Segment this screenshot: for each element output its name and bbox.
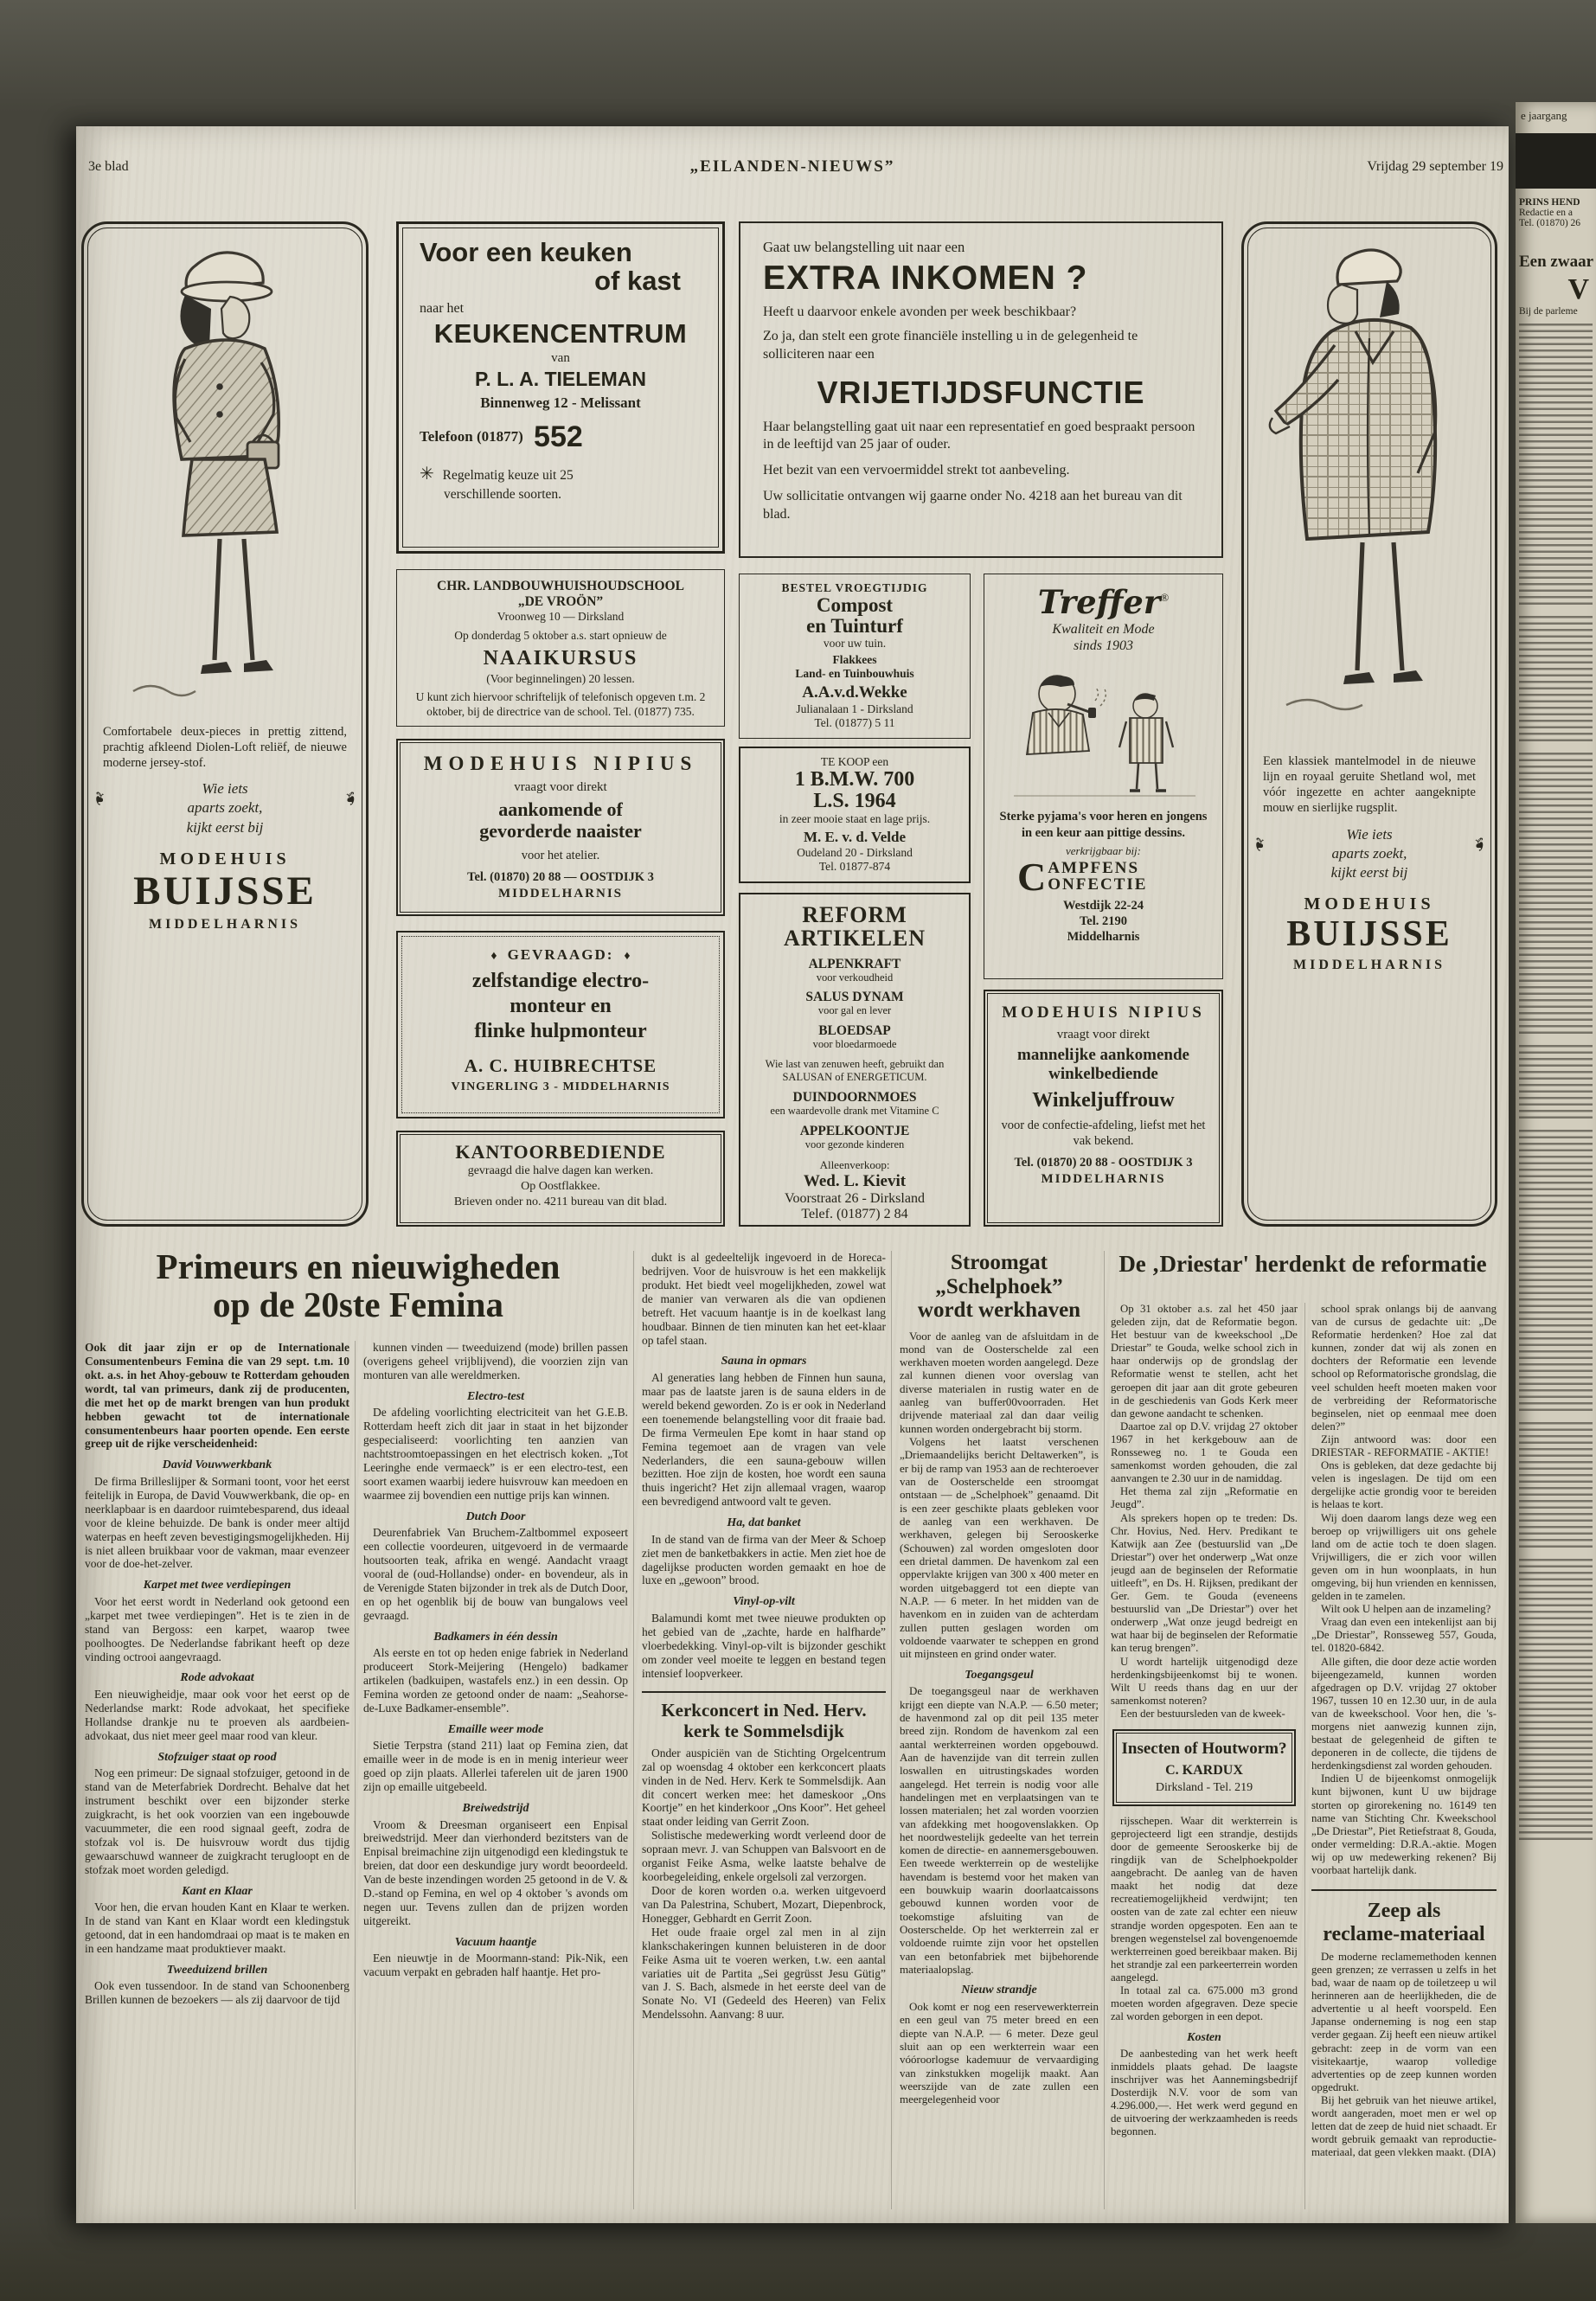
article-block: Onder auspiciën van de Stichting Orgelcentrum zal op woensdag 4 oktober een kerkconcert plaats vinden in de Ned. Herv. Kerk te Sommelsdijk. Aan dit concert werken mee: het dameskoor „Ons Koortje” en het kinderkoor „Ons Koor”. Het geheel staat onder leiding van Gerrit Zoon. [642, 1746, 886, 1829]
article-block: Zijn antwoord was: door een DRIESTAR - REFORMATIE - AKTIE! [1311, 1433, 1497, 1459]
driestar-headline: De ‚Driestar' herdenkt de reformatie [1118, 1251, 1487, 1277]
ornament-icon: ❧ [339, 789, 362, 805]
ad-text: Heeft u daarvoor enkele avonden per week beschikbaar? [763, 304, 1077, 319]
unreadable-text-lines [1519, 1045, 1593, 1123]
ad-headline: Insecten of Houtworm? [1121, 1740, 1287, 1758]
femina-column-2 [363, 1341, 628, 2211]
phone-number: 552 [534, 420, 583, 453]
edge-fragment: Redactie en a [1519, 208, 1573, 218]
address: Westdijk 22-24 [1062, 898, 1144, 913]
zeep-body [1311, 1951, 1497, 2160]
ad-text: voor het atelier. [521, 848, 600, 862]
ad-text: Gaat uw belangstelling uit naar een [763, 239, 965, 255]
product-item: een waardevolle drank met Vitamine C [770, 1104, 939, 1117]
ad-headline: EXTRA INKOMEN ? [763, 260, 1088, 297]
brand-name: BUIJSSE [133, 868, 317, 913]
headline-line: Stroomgat [950, 1251, 1048, 1274]
product-item: APPELKOONTJE [799, 1123, 910, 1138]
brand-prefix: MODEHUIS [1304, 894, 1435, 913]
ad-headline: Voor een keuken [420, 237, 632, 267]
article-block: David Vouwwerkbank [162, 1458, 272, 1472]
article-block: Daartoe zal op D.V. vrijdag 27 oktober 1967 in het kerkgebouw aan de Ronsseweg no. 1 te Gouda een samenkomst worden gehouden, die zal aanvangen te 2.30 uur in de namiddag. [1111, 1420, 1298, 1485]
column-rule [1304, 1303, 1305, 2209]
vacancy [410, 798, 711, 843]
article-block: Alle giften, die door deze actie worden bijeengezameld, kunnen worden afgedragen op D.V. vrijdag 27 oktober 1967, tussen 10 en 12.30 uur, in de aula van de kweekschool. Voor hen, die 's-morgens niet aanwezig kunnen zijn, bestaat de gelegenheid de giften te deponeren in de collecte, die tijdens de herdenkingsdienst zal worden gehouden. [1311, 1655, 1497, 1772]
retailer-name [995, 854, 1212, 899]
ad-nipius-naaister [396, 739, 725, 916]
gevraagd-row [412, 946, 709, 964]
headline-line: kerk te Sommelsdijk [683, 1720, 844, 1741]
product-item: voor verkoudheid [816, 971, 894, 984]
ad-modehuis-buijsse-left [81, 221, 369, 1227]
business-line: Flakkees [832, 653, 877, 667]
phone: Tel. (01870) 20 88 - OOSTDIJK 3 [1014, 1155, 1193, 1170]
fashion-illustration-deux-pieces [95, 238, 355, 719]
article-block: Voor hen, die ervan houden Kant en Klaar te werken. In de stand van Kant en Klaar wordt een kledingstuk getoond, dat in een handomdraai op maat is te maken en in een handzame maat produktiever maakt. [85, 1900, 349, 1955]
slogan-line: Wie iets [202, 780, 248, 798]
ad-bmw-700 [739, 747, 971, 883]
vacancy [412, 969, 709, 1043]
brand-city: MIDDELHARNIS [148, 916, 301, 932]
unreadable-text-lines [1519, 324, 1593, 609]
product: Compost [816, 594, 894, 616]
article-block: De afdeling voorlichting electriciteit van het G.E.B. Rotterdam heeft zich dit jaar in staat in het bijzonder gespecialiseerd: voorlichting ten aanzien van nachtstroomtoepassingen en het electrisch koken. „Tot Leeringhe ende vermaeck” is er een electro-test, een soort examen waarbij iedere huisvrouw kan meedoen en waarmee zij bovendien een nuttige prijs kan winnen. [363, 1406, 628, 1502]
phone: Tel. (01870) 20 88 — OOSTDIJK 3 [467, 869, 654, 884]
vacancy-line: flinke hulpmonteur [474, 1019, 647, 1042]
ad-text: (Voor beginnelingen) 20 lessen. [486, 671, 635, 685]
article-block: In totaal zal ca. 675.000 m3 grond moeten worden afgegraven. Deze specie zal worden geborgen in een depot. [1111, 1984, 1298, 2023]
edge-headline-fragment: Een zwaar [1519, 253, 1594, 271]
address: Vroonweg 10 — Dirksland [497, 610, 625, 623]
product-item: Wie last van zenuwen heeft, gebruikt dan SALUSAN of ENERGETICUM. [765, 1057, 945, 1083]
article-block: Tweeduizend brillen [166, 1963, 268, 1977]
article-block: Op 31 oktober a.s. zal het 450 jaar geleden zijn, dat de Reformatie begon. Het bestuur van de kweekschool „De Driestar” te Gouda, welke school zich in haar onderwijs op de grondslag der Reformatie wenst te stellen, acht het geroepen dit jaar aan dit grote gebeuren in de geschiedenis van Gods Kerk meer dan gewone aandacht te schenken. [1111, 1303, 1298, 1420]
business-name: A. C. HUIBRECHTSE [464, 1055, 657, 1077]
ornament-icon: ❧ [1468, 834, 1490, 851]
article-block: Indien U de bijeenkomst onmogelijk kunt bijwonen, kunt U uw bijdrage storten op girorekening no. 16149 ten name van Stichting Chr. Kweekschool „De Driestar”, Piet Retiefstraat 8, Gouda, onder vermelding: D.R.A.-aktie. Mogen wij op uw medewerking rekenen? Bij voorbaat hartelijk dank. [1311, 1772, 1497, 1877]
ad-text: gevraagd die halve dagen kan werken. [467, 1164, 654, 1177]
phone-label: Telefoon (01877) [420, 427, 523, 445]
ad-caption: Een klassiek mantelmodel in de nieuwe lijn en royaal geruite Shetland wol, met vóór ingezette en achter aangeknipte mouw en sierlijke rugsplit. [1263, 754, 1476, 816]
ornament-icon: ❧ [88, 789, 111, 805]
article-block: rijsschepen. Waar dit werkterrein is geprojecteerd ligt een strandje, destijds door de gemeente Serooskerke bij de ringdijk van de Schelphoekpolder aangebracht. De aanleg van de haven maakt het nodig dat deze recreatiemogelijkheid verdwijnt; ten oosten van de zate zal echter een nieuw strandje worden opgespoten. Een aan te brengen wegenstelsel zal bovengenoemde werkterreinen goed bereikbaar maken. Bij het strandje zal een parkeerterrein worden aangelegd. [1111, 1814, 1298, 1984]
page-number: 3e blad [88, 159, 129, 174]
article-block: Wij doen daarom langs deze weg een beroep op vrijwilligers uit ons gehele land om de actie toch te doen slagen. Vrijwilligers, die er zich voor willen geven om in hun woonplaats, in hun omgeving, bij hun vrienden en kennissen, gelden in te zamelen. [1311, 1511, 1497, 1603]
headline-line: Kerkconcert in Ned. Herv. [661, 1699, 867, 1721]
column-rule [633, 1251, 634, 2209]
business-name: MODEHUIS NIPIUS [423, 753, 698, 774]
phone: Tel. (01877) 5 11 [814, 716, 895, 730]
unreadable-text-lines [1519, 616, 1593, 746]
ad-label: TE KOOP een [820, 755, 889, 768]
ad-houtworm [1112, 1729, 1296, 1806]
article-block: kunnen vinden — tweeduizend (mode) brillen passen (overigens geheel vrijblijvend), die voorzien zijn van monturen van alle wereldmerken. [363, 1341, 628, 1381]
owner-name: P. L. A. TIELEMAN [474, 367, 647, 390]
ad-text: U kunt zich hiervoor schriftelijk of telefonisch opgeven t.m. 2 oktober, bij de directrice van de school. Tel. (01877) 735. [415, 689, 706, 718]
vacancy-line: mannelijke aankomende [1017, 1046, 1189, 1064]
product-item: DUINDOORNMOES [792, 1089, 917, 1105]
address: Dirksland - Tel. 219 [1155, 1781, 1253, 1795]
ad-text: Sterke pyjama's voor heren en jongens in een keur aan pittige dessins. [999, 810, 1208, 840]
seller-name: Wed. L. Kievit [803, 1172, 907, 1191]
product-item: voor gezonde kinderen [804, 1138, 905, 1150]
ad-keukencentrum [396, 221, 725, 554]
ad-naaikursus [396, 569, 725, 727]
article-block: Sietie Terpstra (stand 211) laat op Femina zien, dat emaille weer in de mode is en in menig interieur weer goed op zijn plaats. Allerlei taferelen uit de jaren 1900 zijn op emaille uitgebeeld. [363, 1739, 628, 1794]
femina-column-3 [642, 1251, 886, 1681]
article-block: Rode advokaat [180, 1671, 254, 1685]
slogan-line: Wie iets [1346, 825, 1393, 843]
masthead [76, 157, 1509, 183]
ad-kantoorbediende [396, 1131, 725, 1227]
vacancy-line: Winkeljuffrouw [1032, 1088, 1175, 1112]
ad-text: Uw sollicitatie ontvangen wij gaarne onder No. 4218 aan het bureau van dit blad. [763, 488, 1183, 522]
article-block: school sprak onlangs bij de aanvang van de cursus de gedachte uit: „De Reformatie herdenken? Hoe zal dat kunnen, zonder dat wij als zonen en dochters der Reformatie een levende school op Reformatorische grondslag, die veel schulden heeft moeten maken voor de verbreiding der Reformatorische beginselen, niet op eenmaal mee doen delen?” [1311, 1303, 1497, 1433]
article-block: Een der bestuursleden van de kweek- [1120, 1707, 1285, 1720]
article-block: Kant en Klaar [182, 1884, 253, 1898]
headline-line: wordt werkhaven [917, 1298, 1081, 1322]
unreadable-text-lines [1519, 753, 1593, 1038]
ad-slogan [1248, 825, 1490, 882]
city: MIDDELHARNIS [1041, 1171, 1166, 1186]
masthead-fragment [1516, 133, 1596, 189]
ad-text: van [551, 350, 570, 365]
article-block: Deurenfabriek Van Bruchem-Zaltbommel exposeert een collectie voordeuren, uitgevoerd in de vermaarde houtsoorten teak, afrika en wengé. Aandacht vraagt vooral de (oud-Hollandse) onder- en bovendeur, als in de Verenigde Staten bijzonder in trek als de Dutch Door, en op het ogenblik bij de bouw van bungalows veel gevraagd. [363, 1526, 628, 1622]
business-line: Land- en Tuinbouwhuis [795, 667, 914, 681]
tagline: sinds 1903 [1074, 638, 1133, 654]
article-block: Het thema zal zijn „Reformatie en Jeugd”. [1111, 1485, 1298, 1511]
address-block [995, 898, 1212, 945]
article-block: Een nieuwigheidje, maar ook voor het eerst op de Nederlandse markt: Rode advokaat, het specifieke Hollandse drankje nu te proeven als aardbeien-advokaat, dus niet meer geel maar rood van kleur. [85, 1687, 349, 1742]
article-block: Ha, dat banket [727, 1516, 801, 1530]
ad-caption: Comfortabele deux-pieces in prettig zittend, prachtig afkleend Diolen-Loft reliëf, de nieuwe moderne jersey-stof. [103, 725, 347, 771]
product-item: ALPENKRAFT [808, 956, 901, 971]
registered-icon: ® [1160, 591, 1170, 604]
article-block: Toegangsgeul [965, 1668, 1034, 1682]
vacancy-line: monteur en [510, 994, 612, 1017]
ad-headline: ARTIKELEN [783, 926, 926, 952]
edge-dropcap: V [1567, 273, 1589, 305]
address: Oudeland 20 - Dirksland [797, 846, 913, 860]
article-block: Nieuw strandje [961, 1984, 1037, 1997]
article-block: De toegangsgeul naar de werkhaven krijgt een diepte van N.A.P. — 6.50 meter; de havenmond zal op dit peil 135 meter breed zijn. Rondom de havenkom zal een aantal werkterreinen worden opgebouwd. Aan de havenzijde van dit terrein zullen loswallen en uitrustingskades worden aangelegd. Het terrein is nodig voor alle handelingen met en verplaatsingen van te lossen materialen; het zal worden voorzien van afdekking met hoogovenslakken. Op het noordwestelijk gedeelte van het terrein komen de directie- en aannemersgebouwen. Een tweede werkterrein op de westelijke havendam is bestemd voor het maken van een bouwkuip waarin doorlaatcaissons gebouwd kunnen worden voor de toekomstige afsluiting van de Oosterschelde. Op het werkterrein zal er voldoende ruimte zijn voor het opstellen van een betonfabriek met bijbehorende materiaalopslag. [900, 1684, 1099, 1977]
article-block: In de stand van de firma van der Meer & Schoep ziet men de banketbakkers in actie. Men ziet hoe de dagelijkse producten worden gemaakt en hoe de luxe en „gewoon” brood. [642, 1532, 886, 1587]
article-block: Vacuum haantje [454, 1935, 537, 1949]
ornament-icon: ❧ [1248, 834, 1271, 851]
article-block: Badkamers in één dessin [433, 1630, 558, 1644]
phone: Tel. 2190 [1079, 913, 1128, 928]
ad-extra-inkomen [739, 221, 1223, 558]
address: VINGERLING 3 - MIDDELHARNIS [451, 1080, 670, 1094]
address: Voorstraat 26 - Dirksland [785, 1191, 925, 1207]
ad-headline: VRIJETIJDSFUNCTIE [817, 374, 1145, 410]
column-6 [1311, 1303, 1497, 2211]
ad-treffer-pyjamas [984, 574, 1223, 979]
ad-text: vraagt voor direkt [1056, 1028, 1151, 1042]
article-block: Electro-test [466, 1389, 525, 1403]
newspaper-page [76, 126, 1509, 2223]
article-block: Dutch Door [465, 1509, 526, 1523]
phone: Telef. (01877) 2 84 [801, 1207, 908, 1222]
article-block: dukt is al gedeeltelijk ingevoerd in de Horeca-bedrijven. Voor de huisvrouw is het een makkelijk produkt. Het biedt veel mogelijkheden, zowel wat de manier van verwaren als die van opdienen betreft. Het vacuum haantje is in de koelkast lang houdbaar. Binnen de tien minuten kan het eet-klaar op tafel staan. [642, 1251, 886, 1347]
ad-headline: of kast [594, 266, 681, 297]
jaargang-fragment: e jaargang [1521, 109, 1567, 122]
ad-note [411, 463, 710, 504]
ad-text: Haar belangstelling gaat uit naar een representatief en goed bespraakt persoon in de leeftijd van 25 jaar of ouder. [763, 419, 1195, 452]
brand-prefix: MODEHUIS [159, 849, 291, 868]
headline-line: reclame-materiaal [1323, 1922, 1485, 1945]
schelphoek-headline [900, 1251, 1099, 1323]
kerkconcert-body [642, 1747, 886, 2022]
ad-text: voor de confectie-afdeling, liefst met het vak bekend. [1001, 1118, 1206, 1148]
ad-text: in zeer mooie staat en lage prijs. [779, 812, 931, 826]
slogan-line: kijkt eerst bij [1330, 863, 1408, 881]
article-block: Bij het gebruik van het nieuwe artikel, wordt aangeraden, moet men er wel op letten dat de zeep de huid niet schaadt. Er wordt gebruik gemaakt van reproductie-materiaal, dat geen vlekken maakt. (DIA) [1311, 2093, 1497, 2159]
ad-text: Het bezit van een vervoermiddel strekt tot aanbeveling. [763, 463, 1070, 478]
ad-electromonteur [396, 931, 725, 1118]
article-block: U wordt hartelijk uitgenodigd deze herdenkingsbijeenkomst bij te wonen. Wilt U reeds thans dag en uur der samenkomst noteren? [1111, 1655, 1298, 1707]
fashion-illustration-mantel [1255, 238, 1484, 748]
article-block: Ons is gebleken, dat deze gedachte bij velen is ingeslagen. De tijd om een dergelijke actie grondig voor te bereiden is helaas te kort. [1311, 1459, 1497, 1511]
article-block: Sauna in opmars [721, 1355, 807, 1368]
column-rule [891, 1251, 892, 2209]
product-list [751, 957, 958, 1151]
article-block: Vinyl-op-vilt [733, 1595, 795, 1609]
article-block: Ook komt er nog een reservewerkterrein en een geul van 75 meter breed en een diepte van N.A.P. — 6 meter. Deze geul sluit aan op een werkterrein waar een vóóroorlogse kademuur de vervaardiging van zinkstukken mogelijk maakt. Aan weerszijde van de zate zullen een meergelegenheid voor [900, 1999, 1099, 2106]
ad-reform-artikelen [739, 893, 971, 1227]
slogan-line: aparts zoekt, [1331, 844, 1407, 862]
seller-name: M. E. v. d. Velde [803, 829, 907, 846]
product-item: BLOEDSAP [818, 1023, 891, 1039]
paper-title: „EILANDEN-NIEUWS” [689, 157, 895, 176]
article-block: Kosten [1187, 2031, 1221, 2045]
edge-fragment: Bij de parleme [1519, 306, 1578, 317]
ad-text: Zo ja, dan stelt een grote financiële instelling u in de gelegenheid te solliciteren naar een [763, 329, 1138, 362]
brand-row [995, 583, 1212, 621]
headline-line: Zeep als [1367, 1900, 1441, 1923]
city: MIDDELHARNIS [497, 886, 623, 901]
ad-text: verkrijgbaar bij: [1065, 843, 1141, 857]
driestar-column-2 [1311, 1303, 1497, 1877]
article-block: De aanbesteding van het werk heeft inmiddels plaats gehad. De laagste inschrijver was het Aannemingsbedrijf Dosterdijk N.V. voor de som van 4.296.000,—. Het werk werd gegund en de uitvoering der werkzaamheden is reeds begonnen. [1111, 2047, 1298, 2138]
diamond-icon: ♦ [624, 950, 631, 963]
ad-modehuis-buijsse-right [1241, 221, 1497, 1227]
edge-fragment: Tel. (01870) 26 [1519, 218, 1581, 228]
ad-text: naar het [420, 300, 465, 316]
vacancy-title: KANTOORBEDIENDE [455, 1141, 666, 1163]
article-block: Vraag dan even een intekenlijst aan bij „De Driestar”, Ronsseweg 557, Gouda, tel. 01820-6842. [1311, 1616, 1497, 1655]
unreadable-text-lines [1519, 1422, 1593, 1552]
slogan-line: aparts zoekt, [187, 799, 263, 817]
phone [411, 420, 710, 454]
ad-slogan [88, 779, 362, 836]
ad-nipius-winkelbediende [984, 990, 1223, 1227]
phone: Tel. 01877-874 [818, 860, 891, 874]
article-block: Wilt ook U helpen aan de inzameling? [1321, 1603, 1491, 1616]
headline-line: Primeurs en nieuwigheden [156, 1247, 561, 1286]
article-block: Emaille weer mode [447, 1722, 544, 1736]
address: Julianalaan 1 - Dirksland [796, 702, 913, 716]
article-block: Ook even tussendoor. In de stand van Schoonenberg Brillen kunnen de bezoekers — als zij daarvoor de tijd [85, 1979, 349, 2007]
article-block: De firma Brilleslijper & Sormani toont, voor het eerst feitelijk in Europa, de David Vouwwerkbank, die op- en neerklapbaar is en daardoor ruimtebesparend, dus ideaal voor de kleine behuizde. De bank is onder meer altijd waterpas en heeft zeven bevestigingsmogelijkheden. Hij is niet alleen bruikbaar voor de vakman, maar evenzeer voor de doe-het-zelver. [85, 1474, 349, 1571]
product-item: voor bloedarmoede [812, 1038, 897, 1051]
brand-city: MIDDELHARNIS [1292, 957, 1445, 972]
drop-cap: C [1017, 854, 1047, 899]
pyjama-illustration [997, 656, 1211, 801]
article-block: Als eerste en tot op heden enige fabriek in Nederland produceert Stork-Meijering (Hengelo) badkamer artikelen (badkuipen, wastafels enz.) in een dessin. Op Femina worden ze getoond onder de naam: „Seahorse-de-Luxe Badkamer-ensemble”. [363, 1646, 628, 1715]
article-block: Het oude fraaie orgel zal men in al zijn klankschakeringen kunnen beluisteren in de door Feike Asma uit te voeren werken, t.w. een aantal variaties uit de Partita „Sei gegrüsst Jesu Gütig” van J. S. Bach, alsmede in het eerste deel van de Sonate No. VI (Gedeeld des Heeren) van Felix Mendelssohn. Aanvang: 8 uur. [642, 1925, 886, 2022]
business-name: KEUKENCENTRUM [433, 317, 688, 349]
ad-text: Op donderdag 5 oktober a.s. start opnieuw de [454, 628, 667, 642]
ad-text: Brieven onder no. 4211 bureau van dit blad. [453, 1195, 668, 1209]
article-block: Vroom & Dreesman organiseert een Enpisal breiwedstrijd. Meer dan vierhonderd bezitsters van de Enpisal breimachine zijn uitgenodigd een kledingstuk te breien, dat door een deskundige jury wordt beoordeeld. Van de beste inzendingen worden 25 getoond in de V. & D.-stand op Femina, en wel op 4 oktober 's avonds om negen uur. Tevens zullen dan de prijzen worden uitgereikt. [363, 1817, 628, 1927]
schelphoek-continuation [1111, 1815, 1298, 2139]
ad-label: GEVRAAGD: [507, 946, 614, 963]
column-5 [1111, 1303, 1298, 2211]
business-name: MODEHUIS NIPIUS [1002, 1003, 1205, 1022]
article-block: Als sprekers hopen op te treden: Ds. Chr. Hovius, Ned. Herv. Predikant te Katwijk aan Zee (bestuurslid van „De Driestar”) over het onderwerp „Wat onze jeugd aan de beginselen der Reformatie uitleeft”, en Ds. H. Rijksen, predikant der Ger. Gem. te Gouda (eveneens bestuurslid van „De Driestar”) over het onderwerp „Wat onze jeugd bedreigt en wat haar bij de beginselen der Reformatie kan terug brengen”. [1111, 1511, 1298, 1655]
ad-text: Op Oostflakkee. [521, 1180, 600, 1194]
edge-fragment: PRINS HEND [1519, 197, 1580, 208]
article-block: Voor de aanleg van de afsluitdam in de mond van de Oosterschelde zal een werkhaven moeten worden aangelegd. Deze zal kunnen dienen voor overslag van diverse materialen in rustig water en de aanleg van buffer00voorraden. Het drijvende materiaal zal dan daar veilig kunnen worden ondergebracht bij storm. [900, 1329, 1099, 1435]
vacancy [997, 1046, 1209, 1084]
article-block: Door de koren worden o.a. werken uitgevoerd van Da Palestrina, Schubert, Mozart, Diepenbrock, Honegger, Gebhardt en Gerrit Zoon. [642, 1884, 886, 1925]
article-block: Breiwedstrijd [462, 1802, 529, 1816]
article-block: Een nieuwtje in de Moormann-stand: Pik-Nik, een vacuum verpakt en gebraden half haantje. Het pro- [363, 1952, 628, 1979]
retailer-line: ONFECTIE [1048, 875, 1148, 894]
ad-label: BESTEL VROEGTIJDIG [781, 581, 928, 594]
school-name2: „DE VROÖN” [517, 594, 604, 609]
article-block: Balamundi komt met twee nieuwe produkten op het gebied van de „zachte, harde en halfharde” vloerbedekking. Vinyl-op-vilt is bijzonder geschikt om zonder veel moeite te leggen en bestand tegen intensief loopverkeer. [642, 1611, 886, 1680]
zeep-headline [1311, 1889, 1497, 1945]
car-model: L.S. 1964 [813, 790, 896, 813]
femina-column-1 [85, 1341, 349, 2211]
ad-compost-tuinturf [739, 574, 971, 739]
retailer-line: AMPFENS [1048, 858, 1140, 877]
article-block: Solistische medewerking wordt verleend door de sopraan mevr. J. van Schuppen van Balsvoort en de organist Feike Asma, welke laatste behalve de koorbegeleiding, enkele orgelsoli zal verzorgen. [642, 1829, 886, 1884]
brand-name: BUIJSSE [1286, 913, 1452, 954]
article-block: De moderne reclamemethoden kennen geen grenzen; ze verrassen u zelfs in het bad, waar de naam op de toiletzeep u wil herinneren aan de heerlijkheden, die de advertentie u al heeft voorspeld. Een Japanse onderneming is nog een stap verder gegaan. Zij heeft een nieuw artikel gebracht: zeep in de vorm van een visitekaartje, waarop volledige advertenties op de zeep kunnen worden opgedrukt. [1311, 1950, 1497, 2093]
article-block: Ook dit jaar zijn er op de Internationale Consumentenbeurs Femina die van 29 sept. t.m. 10 okt. a.s. in het Ahoy-gebouw te Rotterdam gehouden wordt, tal van primeurs, dank zij de producenten, die met het op de markt brengen van hun produkt hebben gewacht tot de internationale consumentenbeurs haar poorten opende. Een eerste greep uit de rijke verscheidenheid: [85, 1341, 349, 1451]
article-block: Al generaties lang hebben de Finnen hun sauna, maar pas de laatste jaren is de sauna elders in de wereld bekend geworden. Zo is er ook in Nederland een toenemende belangstelling voor dit fraaie bad. De firma Vermeulen Epe komt in haar stand op Femina tegemoet aan de vragen van vele Nederlanders, die een sauna-gebouw willen bezitten. Hoe zijn de kosten, hoe wordt een sauna thuis ingericht? Het zijn allemaal vragen, waarop een bevredigend antwoord valt te geven. [642, 1370, 886, 1509]
vacancy-line: zelfstandige electro- [471, 970, 650, 992]
brand-name: Treffer [1037, 583, 1161, 621]
course-name: NAAIKURSUS [483, 646, 638, 670]
note-line: Regelmatig keuze uit 25 [442, 467, 574, 483]
kerkconcert-headline [642, 1691, 886, 1741]
adjacent-page-edge [1516, 102, 1596, 2223]
vacancy-line: gevorderde naaister [479, 820, 642, 843]
unreadable-text-lines [1519, 1559, 1593, 1844]
product-item: SALUS DYNAM [805, 990, 904, 1005]
article-block: Voor het eerst wordt in Nederland ook getoond een „karpet met twee verdiepingen”. Het is te zien in de stand van Bergoss: een karpet, waarop twee poolhoogtes. De Nederlandse fabrikant heeft op deze vinding octrooi aangevraagd. [85, 1594, 349, 1663]
city: Middelharnis [1067, 929, 1140, 944]
femina-headline [81, 1247, 635, 1324]
ad-headline: REFORM [802, 902, 907, 927]
headline-line: „Schelphoek” [935, 1274, 1063, 1298]
product: en Tuinturf [806, 615, 903, 638]
unreadable-text-lines [1519, 1130, 1593, 1415]
schelphoek-body [900, 1330, 1099, 2106]
column-4 [900, 1251, 1099, 2211]
star-icon: ✳ [420, 464, 434, 484]
business-name: A.A.v.d.Wekke [802, 683, 907, 702]
article-block: Karpet met twee verdiepingen [143, 1579, 292, 1593]
car-model: 1 B.M.W. 700 [794, 768, 915, 791]
diamond-icon: ♦ [490, 950, 497, 963]
ad-text: Alleenverkoop: [819, 1158, 890, 1172]
article-block: Stofzuiger staat op rood [157, 1750, 277, 1764]
tagline: Kwaliteit en Mode [1052, 622, 1155, 637]
address: Binnenweg 12 - Melissant [480, 394, 641, 411]
ad-text: voor uw tuin. [823, 637, 887, 651]
vacancy-line: winkelbediende [1048, 1064, 1158, 1083]
issue-date: Vrijdag 29 september 19 [1367, 159, 1503, 174]
column-3 [642, 1251, 886, 2211]
headline-line: op de 20ste Femina [213, 1285, 503, 1325]
vacancy-line: aankomende of [498, 798, 623, 820]
column-rule [1104, 1251, 1105, 2209]
driestar-column-1 [1111, 1303, 1298, 1721]
slogan-line: kijkt eerst bij [186, 818, 264, 836]
column-rule [355, 1341, 356, 2209]
note-line: verschillende soorten. [444, 486, 562, 502]
ad-text: vraagt voor direkt [514, 780, 607, 794]
article-block: Nog een primeur: De signaal stofzuiger, getoond in de stand van de Meterfabriek Dordrecht. Behalve dat het instrument beschikt over een bijzonder sterke zuigkracht, is het ook voorzien van een ingebouwde vacuummeter, die een rood signaal geeft, zodra de stofzak vol is. De huisvrouw wordt dus tijdig gewaarschuwd wanneer de zuigkracht terugloopt en de stofzak moet worden geledigd. [85, 1766, 349, 1876]
product-item: voor gal en lever [817, 1004, 892, 1017]
business-name: C. KARDUX [1165, 1763, 1243, 1779]
article-block: Volgens het laatst verschenen „Driemaandelijks bericht Deltawerken”, is er bij de ramp van 1953 aan de rechteroever van de Oosterschelde een stroomgat ontstaan — de „Schelphoek” genaamd. Dit is een zeer geschikte plaats gebleken voor de aanleg van een werkhaven. De werkhaven, gelegen bij Serooskerke (Schouwen) zal worden omgesloten door een drietal dammen. De havenkom zal een oppervlakte krijgen van 300 x 400 meter en worden uitgebaggerd tot een diepte van N.A.P. — 6 meter. In het midden van de havenkom en in zuiden van de achterdam zullen putten geslagen worden om voldoende vaarwater te scheppen en grond uit mijnsteen en grind onder water. [900, 1435, 1099, 1661]
school-name: CHR. LANDBOUWHUISHOUDSCHOOL [437, 579, 684, 593]
